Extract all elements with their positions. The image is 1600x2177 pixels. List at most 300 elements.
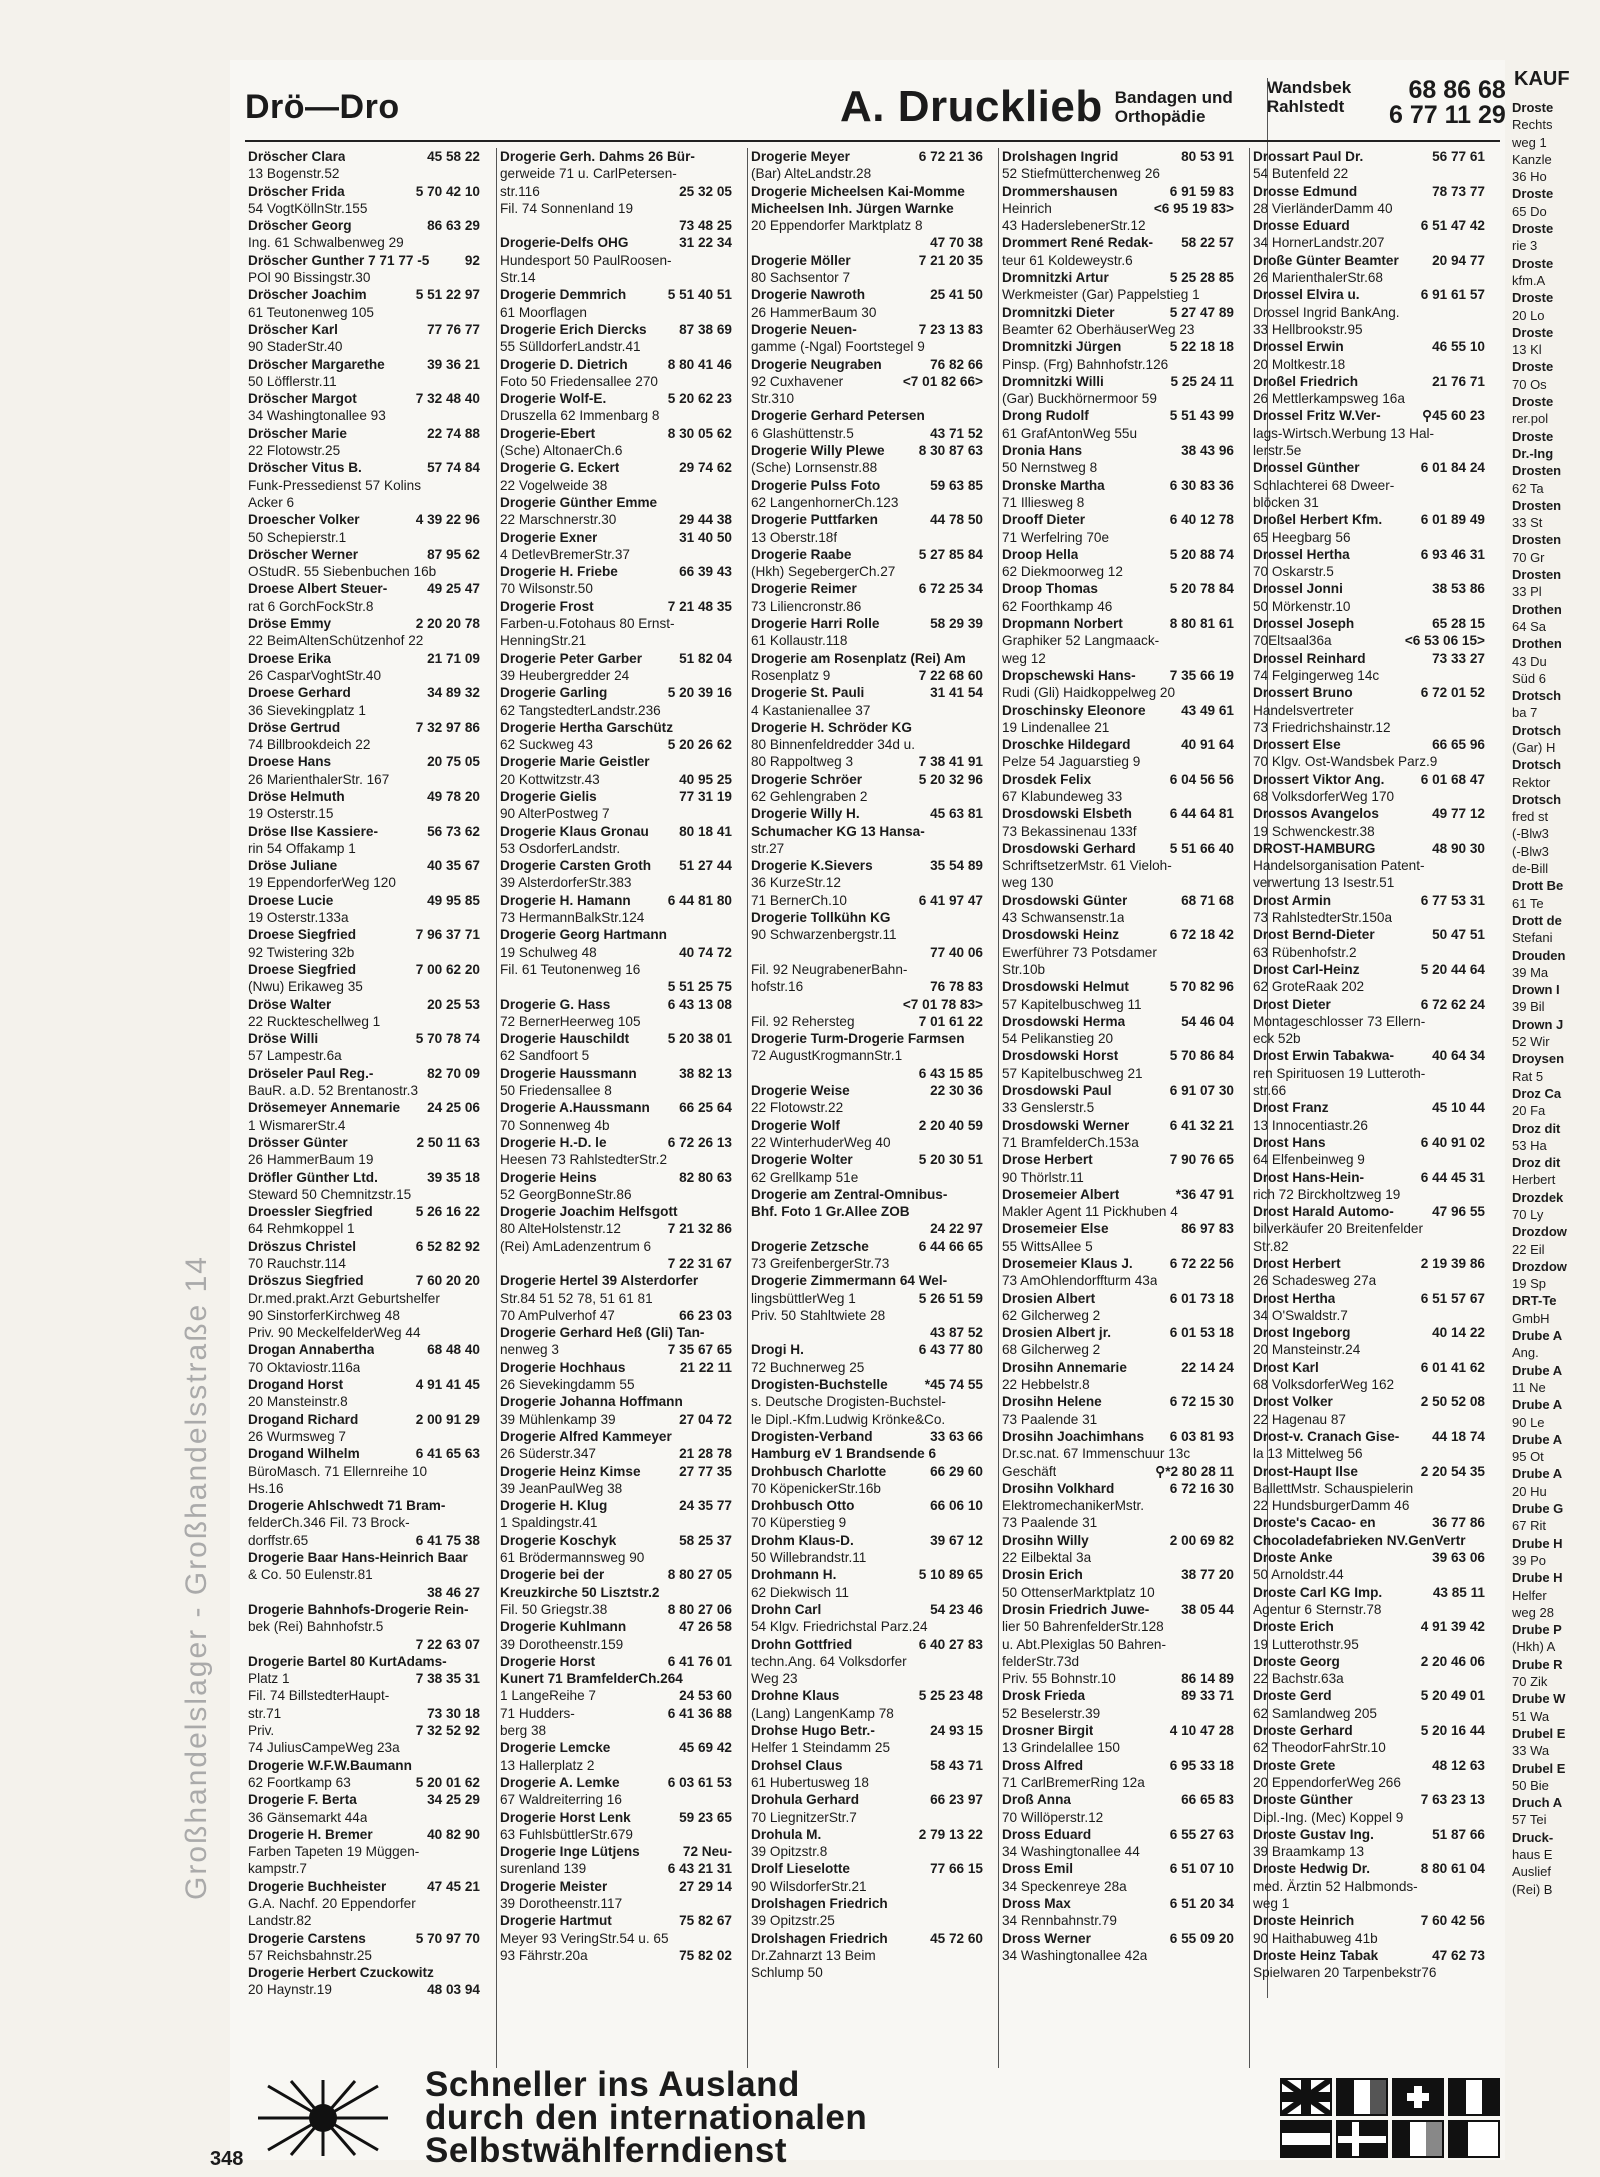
next-page-line: 62 Ta (1512, 480, 1544, 496)
entry-name: 70 Willöperstr.12 (1002, 1809, 1104, 1825)
next-page-line: 13 Kl (1512, 342, 1542, 358)
next-page-line: 20 Fa (1512, 1103, 1546, 1119)
entry-name: Drogerie Nawroth (751, 287, 866, 303)
listing-entry (748, 1843, 986, 1860)
listing-entry (245, 1566, 483, 1583)
entry-name: 63 Rübenhofstr.2 (1253, 944, 1357, 960)
entry-phone: 7 21 32 86 (667, 1221, 732, 1237)
entry-name: Drossel Jonni (1253, 581, 1343, 597)
entry-phone: 39 63 06 (1432, 1550, 1485, 1566)
entry-name: Str.82 (1253, 1238, 1289, 1254)
entry-name: 26 Sievekingdamm 55 (500, 1377, 635, 1393)
entry-name: Drost Armin (1253, 892, 1332, 908)
listing-entry (245, 1895, 483, 1912)
listing-entry (245, 823, 483, 840)
listing-entry (245, 477, 483, 494)
listing-entry (245, 1290, 483, 1307)
entry-name: Drogerie Joachim Helfsgott (500, 1204, 678, 1220)
entry-phone: 6 77 53 31 (1420, 892, 1485, 908)
entry-name: 67 Waldreiterring 16 (500, 1792, 622, 1808)
listing-entry (1250, 425, 1488, 442)
entry-name: Dröse Willi (248, 1031, 319, 1047)
next-page-line: Droz dit (1512, 1155, 1561, 1171)
section-range: Drö—Dro (245, 88, 400, 126)
entry-name: 34 HornerLandstr.207 (1253, 235, 1385, 251)
entry-phone: 6 44 66 65 (918, 1238, 983, 1254)
listing-entry (1250, 1324, 1488, 1341)
listing-entry (497, 632, 735, 649)
next-page-line: Droste (1512, 428, 1554, 444)
listing-entry (1250, 1549, 1488, 1566)
entry-name: Drogerie Lemcke (500, 1740, 611, 1756)
entry-name: Drogerie Peter Garber (500, 650, 643, 666)
listing-entry (748, 1220, 986, 1237)
listing-entry (999, 1912, 1237, 1929)
listing-entry (999, 252, 1237, 269)
listing-entry (1250, 823, 1488, 840)
listing-entry (748, 1514, 986, 1531)
entry-name: Heinrich (1002, 200, 1052, 216)
entry-name: Drohn Gottfried (751, 1636, 853, 1652)
listing-entry (497, 477, 735, 494)
listing-entry (748, 1445, 986, 1462)
column-5 (1249, 148, 1488, 2068)
listing-entry (245, 286, 483, 303)
listing-entry (1250, 1514, 1488, 1531)
entry-name: 20 Haynstr.19 (248, 1982, 332, 1998)
entry-name: 19 Lindenallee 21 (1002, 719, 1110, 735)
listing-entry (999, 1687, 1237, 1704)
entry-name: Drosdowski Elsbeth (1002, 806, 1132, 822)
entry-phone: 38 82 13 (679, 1065, 732, 1081)
entry-name: 20 Kottwitzstr.43 (500, 771, 600, 787)
next-page-line: 50 Bie (1512, 1777, 1549, 1793)
entry-phone: 33 63 66 (930, 1428, 983, 1444)
entry-phone: 25 41 50 (930, 287, 983, 303)
listing-entry (245, 1826, 483, 1843)
listing-entry (1250, 1134, 1488, 1151)
listing-entry (1250, 1307, 1488, 1324)
listing-entry (245, 546, 483, 563)
entry-name: Drossel Günther (1253, 460, 1360, 476)
entry-phone: 38 77 20 (1181, 1567, 1234, 1583)
entry-name: Str.10b (1002, 961, 1046, 977)
entry-name: 50 Mörkenstr.10 (1253, 598, 1351, 614)
entry-name: Drommert René Redak- (1002, 235, 1154, 251)
entry-name: Drommershausen (1002, 183, 1118, 199)
listing-entry (245, 1169, 483, 1186)
listing-entry (748, 183, 986, 200)
next-page-line: fred st (1512, 809, 1549, 825)
next-page-line: weg 28 (1512, 1604, 1554, 1620)
entry-name: Fil. 74 SonnenIand 19 (500, 200, 634, 216)
next-page-line: Druch A (1512, 1795, 1563, 1811)
listing-entry (999, 1584, 1237, 1601)
listing-entry (245, 217, 483, 234)
entry-name: 90 Haithabuweg 41b (1253, 1930, 1378, 1946)
entry-name: 73 RahlstedterStr.150a (1253, 910, 1393, 926)
entry-name: 22 Vogelweide 38 (500, 477, 608, 493)
listing-entry (1250, 1687, 1488, 1704)
entry-name: 70 Oskarstr.5 (1253, 564, 1334, 580)
entry-name: 39 Dorotheenstr.117 (500, 1895, 623, 1911)
listing-entry (748, 1964, 986, 1981)
entry-name: Drossel Hertha (1253, 546, 1350, 562)
listing-entry (497, 494, 735, 511)
listing-entry (245, 598, 483, 615)
entry-name: Dröscher Joachim (248, 287, 367, 303)
entry-phone: 6 40 27 83 (918, 1636, 983, 1652)
listing-entry (748, 338, 986, 355)
entry-name: 92 Cuxhavener (751, 373, 844, 389)
entry-name: Agentur 6 Sternstr.78 (1253, 1601, 1382, 1617)
entry-name: Rudi (Gli) Haidkoppelweg 20 (1002, 685, 1176, 701)
entry-name: Drogerie am Rosenplatz (Rei) Am (751, 650, 966, 666)
entry-name: Acker 6 (248, 494, 295, 510)
entry-name: 43 Schwansenstr.1a (1002, 910, 1125, 926)
entry-name: 34 Washingtonallee 44 (1002, 1844, 1140, 1860)
entry-name: berg 38 (500, 1723, 547, 1739)
entry-name: Drossel Erwin (1253, 339, 1344, 355)
listing-entry (1250, 892, 1488, 909)
entry-name: Dröscher Georg (248, 218, 352, 234)
listing-entry (245, 1584, 483, 1601)
listing-entry (245, 615, 483, 632)
listing-entry (999, 736, 1237, 753)
listing-entry (748, 1411, 986, 1428)
entry-name: Droßel Herbert Kfm. (1253, 512, 1383, 528)
next-page-line: Drothen (1512, 636, 1562, 652)
entry-phone: 24 35 77 (679, 1498, 732, 1514)
entry-name: 33 Hellbrookstr.95 (1253, 321, 1363, 337)
entry-name: 62 LangenhornerCh.123 (751, 494, 899, 510)
entry-name: 70 Sonnenweg 4b (500, 1117, 610, 1133)
entry-name: Droste Georg (1253, 1653, 1340, 1669)
listing-entry (497, 1878, 735, 1895)
entry-name: Dröszus Christel (248, 1238, 357, 1254)
entry-phone: 73 30 18 (427, 1705, 480, 1721)
listing-entry (748, 1013, 986, 1030)
entry-name: Drogerie H. Klug (500, 1498, 608, 1514)
entry-phone: 5 70 42 10 (415, 183, 480, 199)
entry-name: 4 DetlevBremerStr.37 (500, 546, 630, 562)
listing-entry (748, 1601, 986, 1618)
entry-name: 13 Hallerplatz 2 (500, 1757, 595, 1773)
entry-name: kampstr.7 (248, 1861, 307, 1877)
entry-name: 73 Liliencronstr.86 (751, 598, 862, 614)
listing-entry (245, 1065, 483, 1082)
listing-entry (748, 1030, 986, 1047)
entry-name: 22 Flotowstr.22 (751, 1100, 844, 1116)
entry-name: Droste Grete (1253, 1757, 1336, 1773)
listing-entry (245, 650, 483, 667)
entry-name: 39 Heubergredder 24 (500, 667, 630, 683)
entry-phone: 8 80 41 46 (667, 356, 732, 372)
entry-name: 19 Schulweg 48 (500, 944, 597, 960)
entry-phone: 40 91 64 (1181, 737, 1234, 753)
entry-name: Drogerie F. Berta (248, 1792, 357, 1808)
entry-phone: 5 25 24 11 (1170, 373, 1234, 389)
entry-name: Dröszus Siegfried (248, 1273, 364, 1289)
entry-phone: 6 41 32 21 (1169, 1117, 1234, 1133)
entry-phone: 77 40 06 (930, 944, 983, 960)
entry-name: Drogerie Wolf (751, 1117, 840, 1133)
listing-entry (748, 719, 986, 736)
entry-name: 55 WittsAllee 5 (1002, 1238, 1093, 1254)
entry-phone: 29 44 38 (679, 512, 732, 528)
entry-name: rat 6 GorchFockStr.8 (248, 598, 374, 614)
listing-entry (1250, 529, 1488, 546)
listing-entry (999, 1757, 1237, 1774)
entry-name: Priv. 90 MeckelfelderWeg 44 (248, 1325, 421, 1341)
listing-entry (497, 1151, 735, 1168)
entry-phone: 54 23 46 (930, 1601, 983, 1617)
entry-name: 71 BernerCh.10 (751, 892, 847, 908)
entry-name: Drosin Friedrich Juwe- (1002, 1601, 1150, 1617)
listing-entry (748, 1169, 986, 1186)
listing-entry (748, 805, 986, 822)
entry-name: Chocoladefabrieken NV.GenVertr (1253, 1532, 1466, 1548)
entry-name: Droste Erich (1253, 1619, 1334, 1635)
entry-name: Drogerie Ahlschwedt 71 Bram- (248, 1498, 446, 1514)
entry-name: 72 AugustKrogmannStr.1 (751, 1048, 903, 1064)
listing-entry (497, 1653, 735, 1670)
entry-name: 90 StaderStr.40 (248, 339, 343, 355)
entry-name: gamme (-Ngal) Foortstegel 9 (751, 339, 925, 355)
entry-name: Drosdowski Günter (1002, 892, 1128, 908)
listing-entry (497, 1895, 735, 1912)
listing-entry (999, 234, 1237, 251)
entry-name: Dröscher Vitus B. (248, 460, 362, 476)
entry-name: Drossel Joseph (1253, 616, 1355, 632)
entry-name: Drolf Lieselotte (751, 1861, 850, 1877)
listing-entry (748, 304, 986, 321)
entry-name: 68 VolksdorferWeg 162 (1253, 1377, 1395, 1393)
listing-entry (999, 459, 1237, 476)
listing-entry (1250, 1099, 1488, 1116)
next-page-line: Drouden (1512, 947, 1566, 963)
entry-name: Drost Herbert (1253, 1256, 1341, 1271)
entry-name: & Co. 50 Eulenstr.81 (248, 1567, 373, 1583)
listing-entry (999, 1636, 1237, 1653)
listing-entry (999, 1255, 1237, 1272)
entry-phone: 6 72 16 30 (1169, 1480, 1234, 1496)
entry-phone: 5 10 89 65 (918, 1567, 983, 1583)
listing-entry (1250, 1912, 1488, 1929)
listing-entry (999, 684, 1237, 701)
entry-name: Drogerie H. Bremer (248, 1826, 373, 1842)
entry-name: 61 Moorflagen (500, 304, 587, 320)
entry-name: lier 50 BahrenfelderStr.128 (1002, 1619, 1164, 1635)
next-page-line: GmbH (1512, 1310, 1550, 1326)
listing-entry (497, 1117, 735, 1134)
next-page-line: Ang. (1512, 1345, 1539, 1361)
entry-name: Drogan Annabertha (248, 1342, 375, 1358)
listing-entry (497, 1774, 735, 1791)
listing-entry (1250, 874, 1488, 891)
listing-entry (748, 909, 986, 926)
entry-name: 70Eltsaal36a (1253, 633, 1332, 649)
entry-phone: 22 30 36 (930, 1083, 983, 1099)
entry-phone: 87 95 62 (427, 546, 480, 562)
entry-name: Droessler Siegfried (248, 1204, 373, 1220)
entry-name: 50 Nernstweg 8 (1002, 460, 1098, 476)
listing-entry (497, 1722, 735, 1739)
listing-entry (245, 632, 483, 649)
next-page-line: (Rei) B (1512, 1881, 1553, 1897)
listing-entry (1250, 200, 1488, 217)
entry-name: rich 72 Birckholtzweg 19 (1253, 1186, 1401, 1202)
listing-entry (748, 1912, 986, 1929)
next-page-line: Droste (1512, 100, 1554, 115)
entry-phone: 5 20 49 01 (1420, 1688, 1485, 1704)
entry-name: POl 90 Bissingstr.30 (248, 270, 371, 286)
entry-name: Drosdek Felix (1002, 771, 1092, 787)
entry-name: Drossel Ingrid BankAng. (1253, 304, 1400, 320)
entry-name: Drossel Reinhard (1253, 650, 1366, 666)
entry-name: Dröse Helmuth (248, 788, 345, 804)
entry-phone: 8 80 27 05 (667, 1567, 732, 1583)
entry-name: Drogerie H. Friebe (500, 564, 618, 580)
entry-name: 80 AlteHolstenstr.12 (500, 1221, 621, 1237)
next-page-line: Drotsch (1512, 757, 1562, 773)
entry-name: Droschke Hildegard (1002, 737, 1131, 753)
entry-name: 71 Hudders- (500, 1705, 575, 1721)
entry-name: 19 EppendorferWeg 120 (248, 875, 396, 891)
listing-entry (1250, 1411, 1488, 1428)
next-page-line: 65 Do (1512, 203, 1547, 219)
entry-name: Drogerie Willy H. (751, 806, 860, 822)
entry-name: 70 Rauchstr.114 (248, 1256, 346, 1271)
listing-entry (999, 269, 1237, 286)
entry-phone: 47 26 58 (679, 1619, 732, 1635)
entry-name: Drogerie Heins (500, 1169, 597, 1185)
entry-phone: 4 10 47 28 (1169, 1723, 1234, 1739)
entry-phone: 6 01 68 47 (1420, 771, 1485, 787)
listing-entry (497, 1099, 735, 1116)
entry-name: Werkmeister (Gar) Pappelstieg 1 (1002, 287, 1200, 303)
next-page-line: haus E (1512, 1846, 1553, 1862)
bottom-banner (245, 2065, 1500, 2170)
entry-name: 43 HaderslebenerStr.12 (1002, 218, 1146, 234)
listing-entry (497, 511, 735, 528)
entry-name: 70 AmPulverhof 47 (500, 1307, 615, 1323)
entry-phone: 6 72 21 36 (918, 149, 983, 164)
page-header (245, 78, 1506, 138)
listing-entry (748, 390, 986, 407)
next-page-line: Drube A (1512, 1431, 1563, 1447)
entry-name: BauR. a.D. 52 Brentanostr.3 (248, 1083, 419, 1099)
entry-name: (Nwu) Erikaweg 35 (248, 979, 363, 995)
listing-entry (1250, 1895, 1488, 1912)
entry-name: Droese Siegfried (248, 961, 357, 977)
listing-entry (245, 183, 483, 200)
listing-entry (748, 546, 986, 563)
listing-entry (999, 1359, 1237, 1376)
next-page-line: Drozdow (1512, 1258, 1567, 1274)
next-page-line: Drown J (1512, 1016, 1564, 1032)
listing-entry (1250, 1705, 1488, 1722)
listing-entry (497, 1860, 735, 1877)
listing-entry (748, 373, 986, 390)
entry-name: Drogerie Tollkühn KG (751, 910, 891, 926)
entry-phone: 6 51 47 42 (1420, 218, 1485, 234)
listing-entry (245, 1843, 483, 1860)
listing-entry (497, 1584, 735, 1601)
entry-name: Drogerie Demmrich (500, 287, 627, 303)
listing-entry (1250, 996, 1488, 1013)
next-page-line: 70 Gr (1512, 549, 1545, 565)
next-page-line: Drown I (1512, 982, 1560, 998)
listing-entry (748, 200, 986, 217)
entry-name: Droese Siegfried (248, 927, 357, 943)
next-page-line: Drube A (1512, 1362, 1563, 1378)
listing-entry (245, 1618, 483, 1635)
entry-phone: 7 90 76 65 (1169, 1152, 1234, 1168)
entry-name: verwertung 13 Isestr.51 (1253, 875, 1395, 891)
listing-entry (999, 805, 1237, 822)
listing-entry (1250, 1497, 1488, 1514)
entry-name: 13 Innocentiastr.26 (1253, 1117, 1368, 1133)
entry-phone: 21 76 71 (1432, 373, 1485, 389)
entry-name: 70 Klgv. Ost-Wandsbek Parz.9 (1253, 754, 1438, 770)
side-imprint: Großhandelslager - Großhandelsstraße 14 (180, 1255, 213, 1900)
listing-entry (1250, 1186, 1488, 1203)
entry-name: Rosenplatz 9 (751, 667, 831, 683)
entry-phone: 27 29 14 (679, 1878, 732, 1894)
entry-phone: 54 46 04 (1181, 1013, 1234, 1029)
entry-name: Drost-v. Cranach Gise- (1253, 1428, 1400, 1444)
entry-name: Priv. 55 Bohnstr.10 (1002, 1671, 1116, 1687)
listing-entry (497, 321, 735, 338)
entry-name: 22 Bachstr.63a (1253, 1671, 1344, 1687)
sunburst-icon (245, 2073, 400, 2163)
listing-entry (245, 425, 483, 442)
entry-phone: 72 Neu- (682, 1844, 732, 1860)
entry-phone: 73 48 25 (679, 218, 732, 234)
listing-entry (1250, 1860, 1488, 1877)
entry-phone: *45 74 55 (924, 1377, 983, 1393)
listing-entry (999, 425, 1237, 442)
listing-entry (497, 304, 735, 321)
listing-entry (1250, 286, 1488, 303)
listing-entry (497, 961, 735, 978)
entry-name: 22 Flotowstr.25 (248, 443, 341, 459)
listing-entry (999, 1705, 1237, 1722)
entry-phone: 7 32 97 86 (415, 719, 480, 735)
entry-name: Drost Hans-Hein- (1253, 1169, 1365, 1185)
listing-entry (748, 252, 986, 269)
entry-name: str.71 (248, 1705, 282, 1721)
entry-name: Pinsp. (Frg) Bahnhofstr.126 (1002, 356, 1169, 372)
entry-name: surenland 139 (500, 1861, 587, 1877)
entry-name: 70 Küperstieg 9 (751, 1515, 847, 1531)
listing-entry (245, 684, 483, 701)
entry-name: Drogerie Carstens (248, 1930, 366, 1946)
next-page-line: Droste (1512, 221, 1554, 237)
entry-phone: 2 79 13 22 (918, 1826, 983, 1842)
listing-entry (999, 390, 1237, 407)
entry-name: Handelsorganisation Patent- (1253, 858, 1425, 874)
entry-name: Drogerie Hartmut (500, 1913, 612, 1929)
listing-entry (999, 1601, 1237, 1618)
entry-phone: 2 00 69 82 (1169, 1532, 1234, 1548)
listing-entry (497, 165, 735, 182)
listing-entry (245, 1549, 483, 1566)
listing-entry (245, 234, 483, 251)
next-page-line: 70 Os (1512, 376, 1547, 392)
next-page-line: (-Blw3 (1512, 826, 1549, 842)
